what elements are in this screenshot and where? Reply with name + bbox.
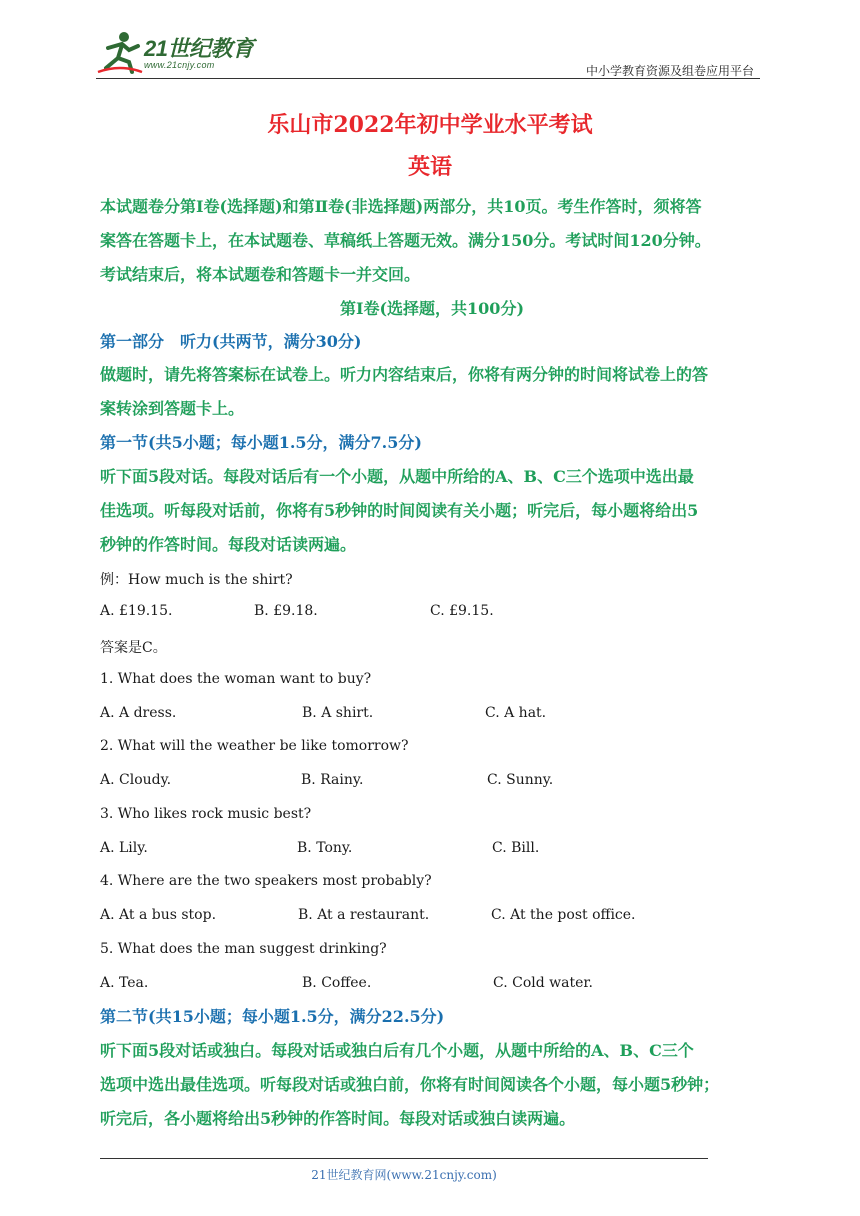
section1-instructions-line-1: 听下面5段对话。每段对话后有一个小题，从题中所给的A、B、C三个选项中选出最	[100, 467, 694, 486]
instructions-line-3: 考试结束后，将本试题卷和答题卡一并交回。	[100, 265, 421, 284]
question-2: 2. What will the weather be like tomorrow?	[100, 738, 409, 754]
section1-instructions-line-3: 秒钟的作答时间。每段对话读两遍。	[100, 535, 357, 554]
runner-logo-icon	[96, 28, 144, 76]
question-4: 4. Where are the two speakers most probably?	[100, 873, 432, 889]
question-2-option-c: C. Sunny.	[487, 772, 554, 788]
footer-divider	[100, 1158, 708, 1159]
part1-heading: 第一部分 听力(共两节，满分30分)	[100, 332, 362, 351]
part1-instructions-line-2: 案转涂到答题卡上。	[100, 399, 245, 418]
question-1: 1. What does the woman want to buy?	[100, 671, 372, 687]
platform-label: 中小学教育资源及组卷应用平台	[585, 64, 754, 78]
question-3-option-a: A. Lily.	[100, 840, 148, 856]
question-4-option-c: C. At the post office.	[491, 907, 636, 923]
logo-url: www.21cnjy.com	[144, 60, 215, 70]
part1-instructions-line-1: 做题时，请先将答案标在试卷上。听力内容结束后，你将有两分钟的时间将试卷上的答	[100, 365, 709, 384]
example-answer: 答案是C。	[100, 640, 167, 656]
question-5-option-b: B. Coffee.	[302, 975, 372, 991]
question-4-option-a: A. At a bus stop.	[100, 907, 217, 923]
question-1-option-b: B. A shirt.	[302, 705, 374, 721]
logo-text: 21世纪教育	[144, 36, 254, 61]
question-4-option-b: B. At a restaurant.	[298, 907, 430, 923]
example-question: 例：How much is the shirt?	[100, 572, 293, 588]
volume1-heading: 第Ⅰ卷(选择题，共100分)	[339, 299, 525, 318]
page-header	[96, 28, 760, 80]
question-1-option-a: A. A dress.	[100, 705, 177, 721]
example-option-b: B. £9.18.	[254, 603, 318, 619]
section1-instructions-line-2: 佳选项。听每段对话前，你将有5秒钟的时间阅读有关小题；听完后，每小题将给出5	[100, 501, 699, 520]
question-2-option-b: B. Rainy.	[301, 772, 364, 788]
question-3-option-c: C. Bill.	[492, 840, 540, 856]
site-logo[interactable]	[96, 28, 266, 76]
question-5-option-c: C. Cold water.	[493, 975, 593, 991]
section2-instructions-line-2: 选项中选出最佳选项。听每段对话或独白前，你将有时间阅读各个小题，每小题5秒钟；	[100, 1075, 720, 1094]
question-3-option-b: B. Tony.	[297, 840, 353, 856]
instructions-line-1: 本试题卷分第Ⅰ卷(选择题)和第Ⅱ卷(非选择题)两部分，共10页。考生作答时，须将答	[100, 197, 702, 216]
question-3: 3. Who likes rock music best?	[100, 806, 312, 822]
question-5: 5. What does the man suggest drinking?	[100, 941, 387, 957]
section1-heading: 第一节(共5小题；每小题1.5分，满分7.5分)	[100, 433, 422, 452]
example-option-a: A. £19.15.	[100, 603, 173, 619]
section2-instructions-line-1: 听下面5段对话或独白。每段对话或独白后有几个小题，从题中所给的A、B、C三个	[100, 1041, 694, 1060]
section2-instructions-line-3: 听完后，各小题将给出5秒钟的作答时间。每段对话或独白读两遍。	[100, 1109, 576, 1128]
exam-subject: 英语	[407, 154, 452, 180]
instructions-line-2: 案答在答题卡上，在本试题卷、草稿纸上答题无效。满分150分。考试时间120分钟。	[100, 231, 711, 250]
question-5-option-a: A. Tea.	[100, 975, 149, 991]
header-divider	[96, 78, 760, 79]
question-1-option-c: C. A hat.	[485, 705, 547, 721]
footer-link[interactable]: 21世纪教育网(www.21cnjy.com)	[311, 1168, 497, 1182]
exam-title: 乐山市2022年初中学业水平考试	[267, 112, 593, 138]
question-2-option-a: A. Cloudy.	[100, 772, 172, 788]
section2-heading: 第二节(共15小题；每小题1.5分，满分22.5分)	[100, 1007, 445, 1026]
example-option-c: C. £9.15.	[430, 603, 494, 619]
